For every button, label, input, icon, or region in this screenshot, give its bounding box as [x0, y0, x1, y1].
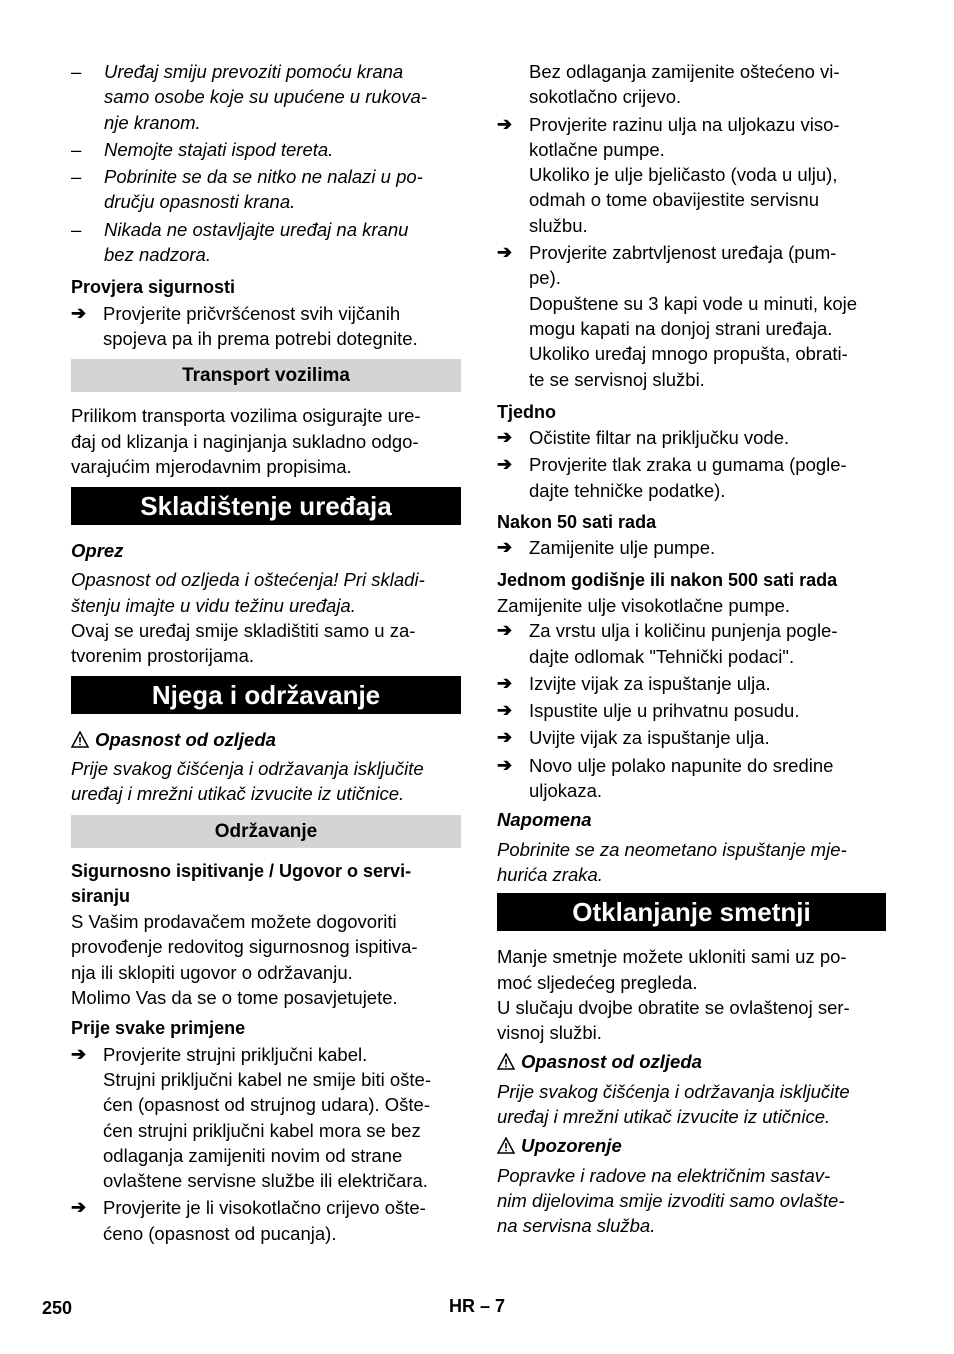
storage-paragraph: Ovaj se uređaj smije skladištiti samo u za- tvorenim prostorijama. — [71, 620, 416, 667]
arrow-icon: ➔ — [497, 454, 513, 475]
before-use-item-cable: ➔ Provjerite strujni priključni kabel. — [71, 1042, 461, 1067]
list-item-text: Izvijte vijak za ispuštanje ulja. — [529, 672, 771, 694]
caution-text: Opasnost od ozljeda i oštećenja! Pri skladi- štenju imajte u vidu težinu uređaja. — [71, 569, 425, 616]
page-number: 250 — [42, 1298, 73, 1318]
list-item-text: Pobrinite se da se nitko ne nalazi u po- dručju opasnosti krana. — [104, 166, 423, 213]
oil-note: Ukoliko je ulje bjeličasto (voda u ulju), odmah o tome obavijestite servisnu službu. — [529, 164, 838, 236]
language-page-label: HR – 7 — [449, 1296, 506, 1316]
list-item-text: Očistite filtar na priključku vode. — [529, 427, 790, 449]
list-item-text: Uređaj smiju prevoziti pomoću krana samo osobe koje su upućene u rukova- nje kranom. — [104, 61, 427, 133]
weekly-heading: Tjedno — [497, 401, 556, 422]
before-use-item-hose: ➔ Provjerite je li visokotlačno crijevo ošte- ćeno (opasnost od pucanja). — [71, 1197, 426, 1244]
arrow-icon: ➔ — [497, 672, 513, 693]
caution-heading: Oprez — [71, 540, 124, 562]
dash-bullet: – — [71, 138, 82, 160]
yearly-list — [497, 618, 886, 803]
arrow-icon: ➔ — [497, 754, 513, 775]
list-item-text: Uvijte vijak za ispuštanje ulja. — [529, 727, 770, 749]
dash-bullet: – — [71, 166, 82, 188]
danger-text: Prije svakog čišćenja i održavanja isključite uređaj i mrežni utikač izvucite iz utičnice. — [71, 757, 424, 805]
arrow-icon: ➔ — [497, 113, 513, 134]
safety-check-item: ➔ Provjerite pričvršćenost svih vijčanih spojeva pa ih prema potrebi dotegnite. — [71, 302, 418, 349]
weekly-list — [497, 425, 886, 503]
arrow-icon: ➔ — [71, 1197, 87, 1218]
arrow-icon: ➔ — [497, 727, 513, 748]
left-column — [71, 59, 461, 1248]
right-column — [497, 59, 886, 1238]
after-50-list — [497, 535, 886, 560]
arrow-icon: ➔ — [497, 537, 513, 558]
list-item-text: Nemojte stajati ispod tereta. — [104, 138, 334, 160]
yearly-intro: Zamijenite ulje visokotlačne pumpe. — [497, 594, 791, 616]
note-text: Pobrinite se za neometano ispuštanje mje- hurića zraka. — [497, 838, 847, 885]
dash-bullet: – — [71, 61, 82, 82]
maintenance-section-bar: Održavanje — [71, 815, 461, 848]
troubleshooting-paragraph: Manje smetnje možete ukloniti sami uz po- moć sljedećeg pregleda. U slučaju dvojbe obratite se ovlaštenoj ser- visnoj službi. — [497, 946, 850, 1044]
list-item — [71, 59, 461, 135]
list-item — [497, 618, 886, 669]
list-item — [497, 671, 886, 696]
seal-note: Dopuštene su 3 kapi vode u minuti, koje mogu kapati na donjoj strani uređaja. Ukoliko uređaj mnogo propušta, obrati- te se servisnoj službi. — [529, 292, 858, 390]
list-item — [71, 217, 461, 268]
warning-heading: Upozorenje — [497, 1133, 886, 1158]
list-item — [71, 137, 461, 162]
inspection-heading: Sigurnosno ispitivanje / Ugovor o servi- siranju — [71, 860, 412, 906]
list-item — [497, 725, 886, 750]
list-item — [497, 425, 886, 450]
list-item-text: Provjerite tlak zraka u gumama (pogle- dajte tehničke podatke). — [529, 454, 847, 501]
transport-section-bar: Transport vozilima — [71, 359, 461, 392]
arrow-icon: ➔ — [71, 302, 87, 323]
danger-heading: Opasnost od ozljeda — [71, 727, 461, 752]
list-item-text: Za vrstu ulja i količinu punjenja pogle- dajte odlomak "Tehnički podaci". — [529, 620, 838, 667]
danger-text-right: Prije svakog čišćenja i održavanja isključite uređaj i mrežni utikač izvucite iz utičnice. — [497, 1080, 850, 1127]
safety-check-heading: Provjera sigurnosti — [71, 277, 236, 298]
warning-triangle-icon — [71, 731, 89, 748]
oil-level-item: ➔ Provjerite razinu ulja na uljokazu viso- kotlačne pumpe. — [497, 113, 840, 160]
list-item — [497, 753, 886, 804]
after-50-heading: Nakon 50 sati rada — [497, 512, 657, 533]
note-heading: Napomena — [497, 809, 592, 831]
before-use-heading: Prije svake primjene — [71, 1018, 246, 1039]
inspection-paragraph: S Vašim prodavačem možete dogovoriti provođenje redovitog sigurnosnog ispitiva- nja ili sklopiti ugovor o održavanju. Molimo Vas da se o tome posavjetujete. — [71, 911, 418, 1009]
arrow-icon: ➔ — [497, 700, 513, 721]
list-item-text: Ispustite ulje u prihvatnu posudu. — [529, 700, 800, 722]
danger-heading-right: Opasnost od ozljeda — [497, 1049, 886, 1074]
arrow-icon: ➔ — [497, 242, 513, 263]
warning-triangle-icon — [497, 1053, 515, 1070]
crane-list — [71, 59, 461, 267]
list-item-text: Nikada ne ostavljajte uređaj na kranu bez nadzora. — [104, 218, 409, 266]
list-item-text: Novo ulje polako napunite do sredine uljokaza. — [529, 754, 834, 802]
list-item — [497, 698, 886, 723]
arrow-icon: ➔ — [497, 620, 513, 641]
warning-text: Popravke i radove na električnim sastav- nim dijelovima smije izvoditi samo ovlašte- na servisna služba. — [497, 1164, 845, 1237]
arrow-icon: ➔ — [497, 427, 513, 448]
yearly-heading: Jednom godišnje ili nakon 500 sati rada — [497, 569, 838, 590]
troubleshooting-section-title: Otklanjanje smetnji — [497, 893, 886, 931]
list-item — [497, 535, 886, 560]
arrow-icon: ➔ — [71, 1043, 87, 1064]
transport-paragraph: Prilikom transporta vozilima osigurajte ure- đaj od klizanja i naginjanja sukladno odgo- varajućim mjerodavnim propisima. — [71, 405, 421, 477]
warning-triangle-icon — [497, 1137, 515, 1154]
dash-bullet: – — [71, 218, 82, 240]
seal-item: ➔ Provjerite zabrtvljenost uređaja (pum- pe). — [497, 242, 837, 289]
hose-note: Bez odlaganja zamijenite oštećeno vi- sokotlačno crijevo. — [529, 61, 840, 108]
list-item-text: Zamijenite ulje pumpe. — [529, 537, 716, 559]
cable-note: Strujni priključni kabel ne smije biti ošte- ćen (opasnost od strujnog udara). Ošte- ćen strujni priključni kabel mora se bez odlaganja zamijeniti novim od strane ovlaštene servisne službe ili električara. — [103, 1068, 431, 1192]
list-item — [497, 452, 886, 503]
care-section-title: Njega i održavanje — [71, 676, 461, 714]
list-item — [71, 164, 461, 215]
storage-section-title: Skladištenje uređaja — [71, 487, 461, 525]
